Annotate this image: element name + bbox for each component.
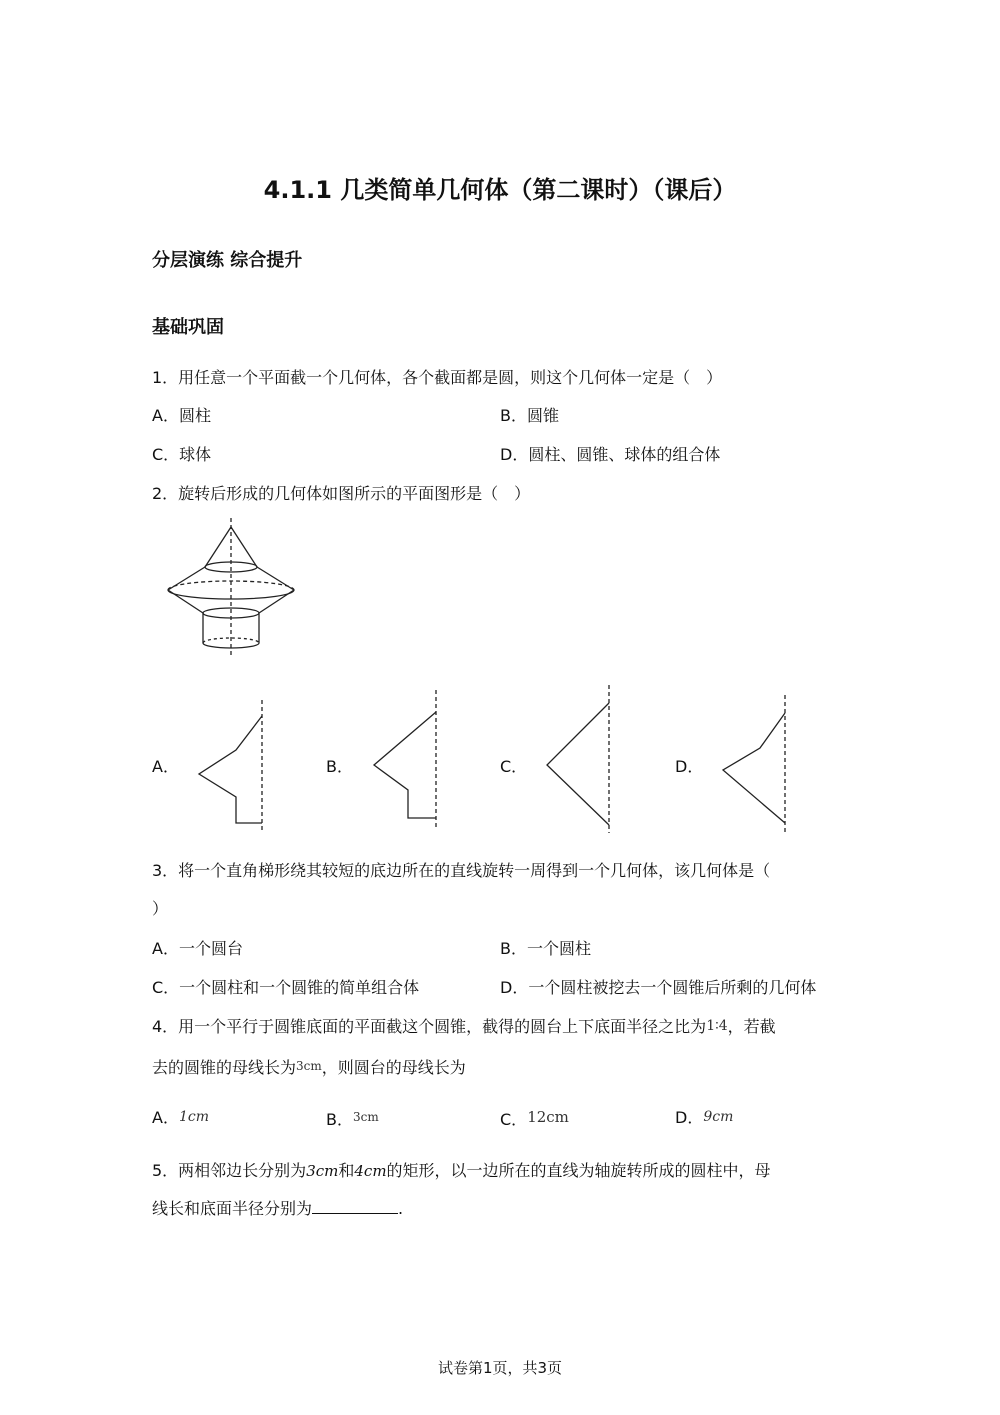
q2-option-d-figure (718, 695, 793, 833)
q4-option-c (500, 1107, 569, 1130)
q4-option-a-value: 1cm (178, 1109, 209, 1125)
question-5-stem (152, 1161, 771, 1181)
q2-option-a-label: A． (152, 757, 179, 776)
section-heading: 基础巩固 (152, 317, 224, 338)
q3-option-d: D．一个圆柱被挖去一个圆锥后所剩的几何体 (500, 978, 817, 997)
q4-stem-text-2-end: ，则圆台的母线长为 (321, 1058, 466, 1077)
q4-stem-text-end: ，若截 (727, 1017, 776, 1036)
question-5-stem-cont (152, 1199, 403, 1219)
q4-option-a-label: A． (152, 1108, 179, 1127)
q4-option-d-label: D． (675, 1108, 704, 1127)
question-1-stem: 1．用任意一个平面截一个几何体，各个截面都是圆，则这个几何体一定是（ ） (152, 368, 723, 387)
q3-option-a: A．一个圆台 (152, 939, 243, 958)
q4-option-b (326, 1107, 379, 1130)
question-4-stem-cont (152, 1056, 466, 1078)
question-3-stem: 3．将一个直角梯形绕其较短的底边所在的直线旋转一周得到一个几何体，该几何体是（ (152, 861, 771, 880)
page-title: 4.1.1 几类简单几何体（第二课时）（课后） (263, 176, 737, 204)
q5-value-1: 3cm (306, 1162, 339, 1180)
q5-value-2: 4cm (354, 1162, 387, 1180)
q2-option-b-figure (370, 690, 445, 830)
answer-blank[interactable] (312, 1199, 398, 1214)
q3-option-b: B．一个圆柱 (500, 939, 591, 958)
rotation-solid-figure (160, 515, 305, 660)
q4-stem-text: 4．用一个平行于圆锥底面的平面截这个圆锥，截得的圆台上下底面半径之比为 (152, 1017, 707, 1036)
q4-option-b-value: 3cm (352, 1110, 379, 1124)
q1-option-d: D．圆柱、圆锥、球体的组合体 (500, 445, 721, 464)
q4-option-c-label: C． (500, 1110, 528, 1129)
q4-option-a (152, 1107, 209, 1128)
q5-stem-a: 5．两相邻边长分别为 (152, 1161, 307, 1180)
q4-option-c-value: 12cm (527, 1108, 569, 1126)
q1-option-c: C．球体 (152, 445, 212, 464)
q2-option-a-figure (195, 700, 270, 830)
q4-option-b-label: B． (326, 1110, 353, 1129)
q2-option-d-label: D． (675, 757, 704, 776)
q3-option-c: C．一个圆柱和一个圆锥的简单组合体 (152, 978, 420, 997)
q5-line2: 线长和底面半径分别为 (152, 1199, 313, 1218)
q5-stem-c: 的矩形，以一边所在的直线为轴旋转所成的圆柱中，母 (386, 1161, 771, 1180)
q2-option-b-label: B． (326, 757, 353, 776)
q2-option-c-figure (543, 685, 618, 833)
q5-end: . (398, 1199, 404, 1218)
q1-option-a: A．圆柱 (152, 406, 211, 425)
question-3-stem-cont: ） (152, 899, 169, 918)
question-2-stem: 2．旋转后形成的几何体如图所示的平面图形是（ ） (152, 484, 531, 503)
section-heading: 分层演练 综合提升 (152, 250, 303, 271)
q1-option-b: B．圆锥 (500, 406, 559, 425)
page-footer: 试卷第1页，共3页 (437, 1359, 563, 1377)
q2-option-c-label: C． (500, 757, 528, 776)
question-4-stem (152, 1016, 776, 1037)
q4-option-d-value: 9cm (703, 1109, 734, 1125)
q5-stem-b: 和 (338, 1161, 355, 1180)
q4-option-d (675, 1107, 733, 1128)
q4-stem-text-2: 去的圆锥的母线长为 (152, 1058, 297, 1077)
q4-length: 3cm (296, 1059, 322, 1073)
q4-ratio: 1∶4 (706, 1018, 728, 1034)
